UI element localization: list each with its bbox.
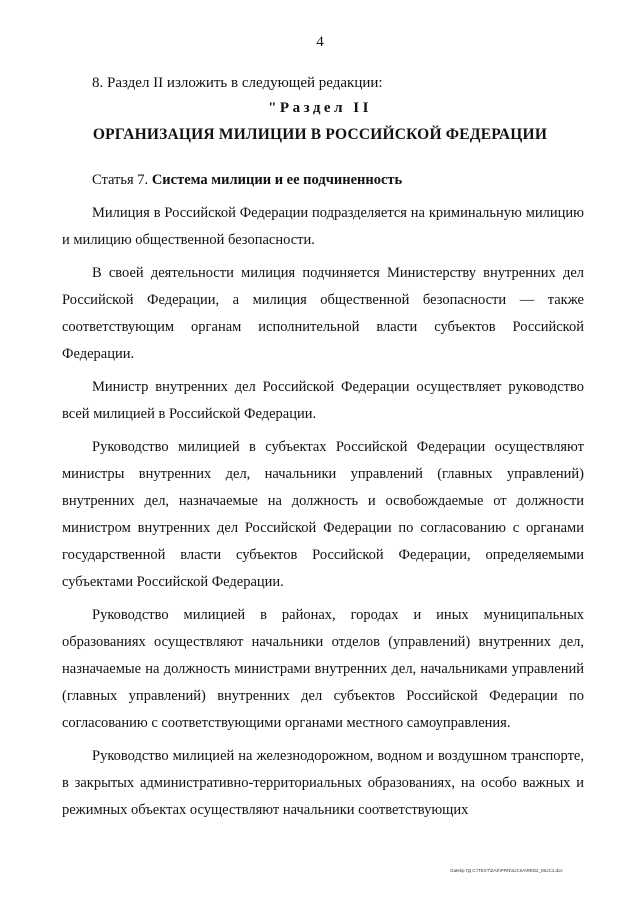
paragraph: Руководство милицией на железнодорожном, водном и воздушном транспорте, в закрытых административно-территориальных образованиях, на особо важных и режимных объектах осуществляют начальники соответствующих: [62, 748, 584, 818]
paragraph: Руководство милицией в районах, городах и иных муниципальных образованиях осуществляют начальники отделов (управлений) внутренних дел, назначаемые на должность министрами внутренних дел, начальниками управлений (главных управлений) внутренних дел субъектов Российской Федерации по согласованию с соответствующими органами местного самоуправления.: [62, 607, 584, 731]
article-heading: [92, 172, 402, 189]
page-number: 4: [316, 34, 324, 50]
article-number: Статья 7.: [92, 172, 149, 188]
article-body: [62, 200, 584, 830]
section-label: "Раздел II: [268, 100, 372, 116]
paragraph: Руководство милицией в субъектах Российской Федерации осуществляют министры внутренних дел, начальники управлений (главных управлений) внутренних дел, назначаемые на должность и освобождаемые от должности министром внутренних дел Российской Федерации по согласованию с органами государственной власти субъектов Российской Федерации, определяемыми субъектами Российской Федерации.: [62, 439, 584, 590]
paragraph: В своей деятельности милиция подчиняется Министерству внутренних дел Российской Федерации, а милиция общественной безопасности — также соответствующим органам исполнительной власти субъектов Российской Федерации.: [62, 265, 584, 362]
paragraph: Министр внутренних дел Российской Федерации осуществляет руководство всей милицией в Российской Федерации.: [62, 379, 584, 422]
amendment-intro: 8. Раздел II изложить в следующей редакции:: [92, 75, 383, 91]
file-path-footer: Gatekp ГД C:\TEXT\ZAK\PRN\ILICIIA\RED2_MLIC1.doc: [450, 868, 563, 873]
article-name: Система милиции и ее подчиненность: [151, 172, 403, 188]
section-title: ОРГАНИЗАЦИЯ МИЛИЦИИ В РОССИЙСКОЙ ФЕДЕРАЦИИ: [92, 126, 548, 143]
paragraph: Милиция в Российской Федерации подразделяется на криминальную милицию и милицию общественной безопасности.: [62, 205, 584, 248]
